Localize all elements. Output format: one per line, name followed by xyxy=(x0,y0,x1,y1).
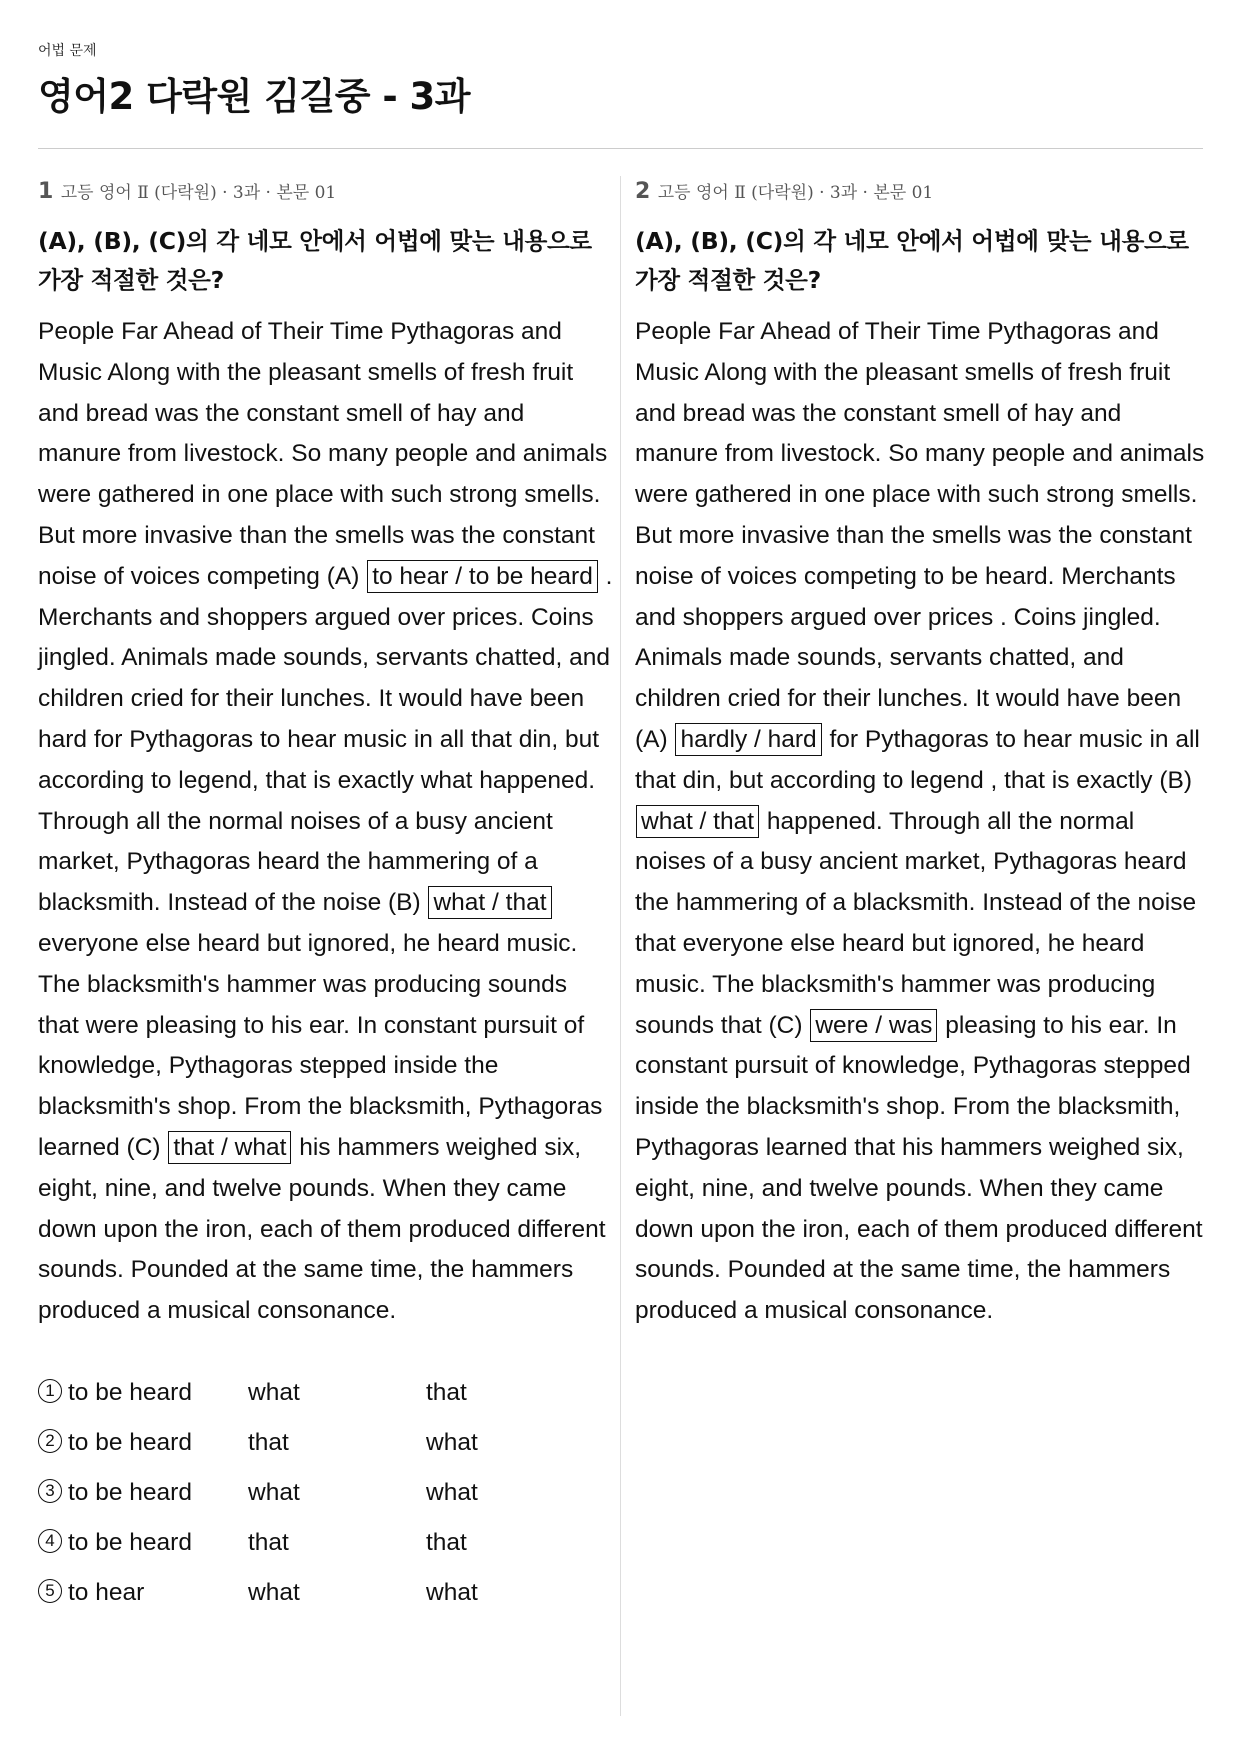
blank-b-box: what / that xyxy=(636,805,759,838)
choice-b: what xyxy=(248,1478,300,1506)
question-number: 1 xyxy=(38,179,54,204)
blank-c-box: were / was xyxy=(810,1009,937,1042)
choice-number: 5 xyxy=(38,1579,62,1603)
choice-c: that xyxy=(426,1528,467,1556)
passage xyxy=(635,312,1210,1332)
passage-text-3: everyone else heard but ignored, he heard music. The blacksmith's hammer was producing sounds that were pleasing to his ear. In constant pursuit of knowledge, Pythagoras stepped inside the blacksmith's shop. From the blacksmith, Pythagoras learned (C) xyxy=(38,929,603,1161)
choice-c: that xyxy=(426,1378,467,1406)
passage xyxy=(38,312,613,1332)
choice-b: that xyxy=(248,1428,289,1456)
passage-text-4: his hammers weighed six, eight, nine, and twelve pounds. When they came down upon the iron, each of them produced different sounds. Pounded at the same time, the hammers produced a musical consonance. xyxy=(38,1133,606,1325)
blank-a-box: to hear / to be heard xyxy=(367,560,598,593)
instruction-line-2: 가장 적절한 것은? xyxy=(38,266,224,294)
passage-text-2: . Merchants and shoppers argued over prices. Coins jingled. Animals made sounds, servants chatted, and children cried for their lunches. It would have been hard for Pythagoras to hear music in all that din, but according to legend, that is exactly what happened. Through all the normal noises of a busy ancient market, Pythagoras heard the hammering of a blacksmith. Instead of the noise (B) xyxy=(38,562,613,917)
answer-choice-3[interactable] xyxy=(38,1468,613,1518)
answer-choice-5[interactable] xyxy=(38,1568,613,1618)
choice-number: 3 xyxy=(38,1479,62,1503)
choice-c: what xyxy=(426,1478,478,1506)
blank-b-box: what / that xyxy=(428,886,551,919)
page-label: 어법 문제 xyxy=(38,43,97,59)
question-source: 고등 영어 Ⅱ (다락원) · 3과 · 본문 01 xyxy=(657,183,934,203)
choice-number: 2 xyxy=(38,1429,62,1453)
choice-b: what xyxy=(248,1578,300,1606)
answer-choice-1[interactable] xyxy=(38,1368,613,1418)
question-source: 고등 영어 Ⅱ (다락원) · 3과 · 본문 01 xyxy=(60,183,337,203)
answer-choice-4[interactable] xyxy=(38,1518,613,1568)
choice-a: to be heard xyxy=(68,1528,192,1556)
question-1-header xyxy=(38,178,613,212)
passage-text-4: pleasing to his ear. In constant pursuit of knowledge, Pythagoras stepped inside the blacksmith's shop. From the blacksmith, Pythagoras learned that his hammers weighed six, eight, nine, and twelve pounds. When they came down upon the iron, each of them produced different sounds. Pounded at the same time, the hammers produced a musical consonance. xyxy=(635,1011,1203,1325)
passage-text-1: People Far Ahead of Their Time Pythagoras and Music Along with the pleasant smells of fresh fruit and bread was the constant smell of hay and manure from livestock. So many people and animals were gathered in one place with such strong smells. But more invasive than the smells was the constant noise of voices competing (A) xyxy=(38,318,608,590)
passage-text-2: for Pythagoras to hear music in all that din, but according to legend , that is exactly (B) xyxy=(635,725,1200,794)
answer-choices xyxy=(38,1368,613,1618)
passage-text-3: happened. Through all the normal noises of a busy ancient market, Pythagoras heard the hammering of a blacksmith. Instead of the noise that everyone else heard but ignored, he heard music. The blacksmith's hammer was producing sounds that (C) xyxy=(635,807,1197,1039)
question-instruction xyxy=(38,222,613,300)
choice-b: that xyxy=(248,1528,289,1556)
choice-a: to be heard xyxy=(68,1478,192,1506)
choice-number: 1 xyxy=(38,1379,62,1403)
question-2-header xyxy=(635,178,1210,212)
choice-b: what xyxy=(248,1378,300,1406)
question-2 xyxy=(635,178,1210,1332)
question-number: 2 xyxy=(635,179,651,204)
blank-a-box: hardly / hard xyxy=(675,723,821,756)
answer-choice-2[interactable] xyxy=(38,1418,613,1468)
choice-c: what xyxy=(426,1578,478,1606)
instruction-line-1: (A), (B), (C)의 각 네모 안에서 어법에 맞는 내용으로 xyxy=(635,227,1189,255)
instruction-line-2: 가장 적절한 것은? xyxy=(635,266,821,294)
question-1 xyxy=(38,178,613,1618)
passage-text-1: People Far Ahead of Their Time Pythagoras and Music Along with the pleasant smells of fresh fruit and bread was the constant smell of hay and manure from livestock. So many people and animals were gathered in one place with such strong smells. But more invasive than the smells was the constant noise of voices competing to be heard. Merchants and shoppers argued over prices . Coins jingled. Animals made sounds, servants chatted, and children cried for their lunches. It would have been (A) xyxy=(635,318,1205,753)
choice-a: to hear xyxy=(68,1578,145,1606)
blank-c-box: that / what xyxy=(168,1131,291,1164)
choice-c: what xyxy=(426,1428,478,1456)
choice-number: 4 xyxy=(38,1529,62,1553)
instruction-line-1: (A), (B), (C)의 각 네모 안에서 어법에 맞는 내용으로 xyxy=(38,227,592,255)
question-instruction xyxy=(635,222,1210,300)
header-divider xyxy=(38,148,1203,149)
choice-a: to be heard xyxy=(68,1378,192,1406)
choice-a: to be heard xyxy=(68,1428,192,1456)
page-title: 영어2 다락원 김길중 - 3과 xyxy=(38,75,471,118)
column-divider xyxy=(620,176,621,1716)
